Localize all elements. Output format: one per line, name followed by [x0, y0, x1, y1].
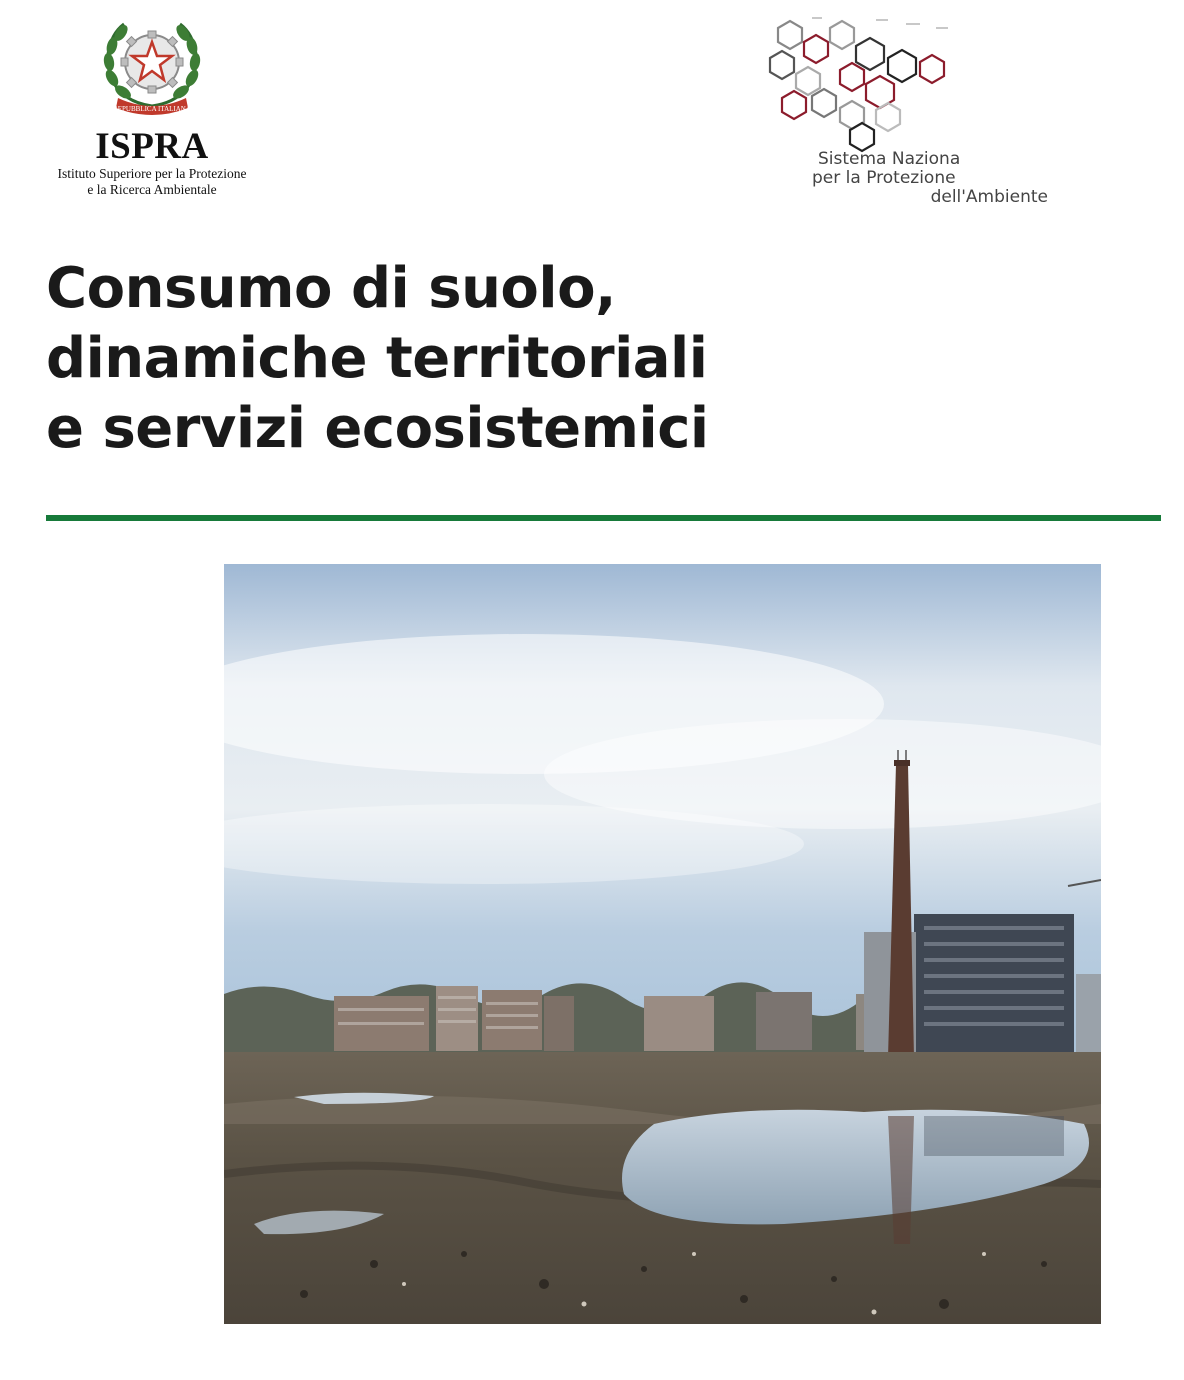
hexagon-network-logo-icon [756, 14, 956, 164]
snpa-text [796, 150, 1056, 207]
cover-photo-illustration [224, 564, 1101, 1324]
title-line3: e servizi ecosistemici [46, 396, 709, 461]
snpa-line3: dell'Ambiente [930, 187, 1048, 207]
snpa-line1: Sistema Naziona [818, 149, 961, 169]
ispra-subtitle-line2: e la Ricerca Ambientale [87, 182, 217, 197]
ispra-name: ISPRA [95, 126, 209, 167]
brownfield-landscape-photo [224, 564, 1101, 1324]
title-line1: Consumo di suolo, [46, 256, 616, 321]
document-title [46, 254, 1146, 464]
snpa-logo [756, 14, 1056, 214]
ispra-logo [36, 18, 268, 198]
emblem-ribbon-text: REPUBBLICA ITALIANA [113, 105, 191, 113]
green-divider [46, 515, 1161, 521]
title-line2: dinamiche territoriali [46, 326, 708, 391]
snpa-line2: per la Protezione [812, 168, 956, 188]
repubblica-italiana-emblem-icon [96, 18, 208, 118]
ispra-subtitle-line1: Istituto Superiore per la Protezione [57, 166, 247, 181]
